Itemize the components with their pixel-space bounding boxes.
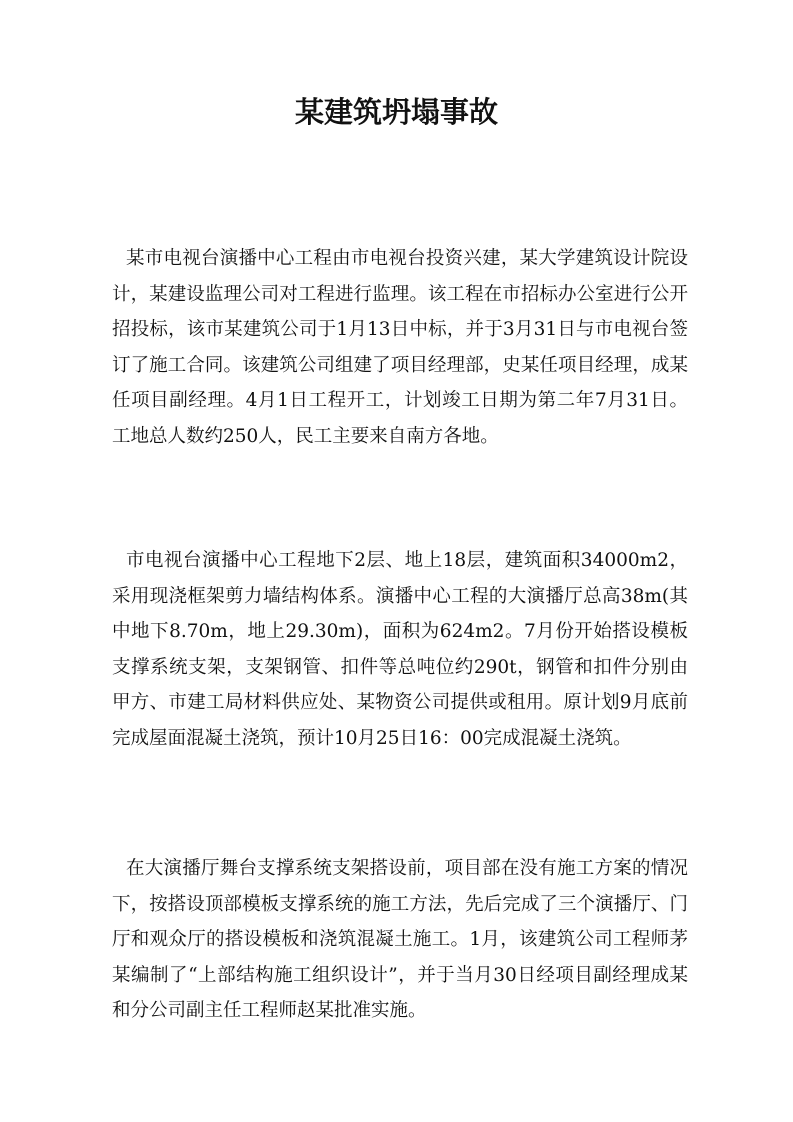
- paragraph-construction-plan: 在大演播厅舞台支撑系统支架搭设前，项目部在没有施工方案的情况下，按搭设顶部模板支撑系统的施工方法，先后完成了三个演播厅、门厅和观众厅的搭设模板和浇筑混凝土施工。1月，该建筑公司工程师茅某编制了“上部结构施工组织设计”，并于当月30日经项目副经理成某和分公司副主任工程师赵某批准实施。: [112, 858, 688, 1022]
- document-title: 某建筑坍塌事故: [294, 95, 498, 129]
- paragraph-building-structure: 市电视台演播中心工程地下2层、地上18层，建筑面积34000m2，采用现浇框架剪力墙结构体系。演播中心工程的大演播厅总高38m(其中地下8.70m，地上29.30m)，面积为624m2。7月份开始搭设模板支撑系统支架，支架钢管、扣件等总吨位约290t，钢管和扣件分别由甲方、市建工局材料供应处、某物资公司提供或租用。原计划9月底前完成屋面混凝土浇筑，预计10月25日16：00完成混凝土浇筑。: [112, 550, 688, 749]
- paragraph-project-overview: 某市电视台演播中心工程由市电视台投资兴建，某大学建筑设计院设计，某建设监理公司对工程进行监理。该工程在市招标办公室进行公开招投标，该市某建筑公司于1月13日中标，并于3月31日与市电视台签订了施工合同。该建筑公司组建了项目经理部，史某任项目经理，成某任项目副经理。4月1日工程开工，计划竣工日期为第二年7月31日。工地总人数约250人，民工主要来自南方各地。: [112, 248, 688, 447]
